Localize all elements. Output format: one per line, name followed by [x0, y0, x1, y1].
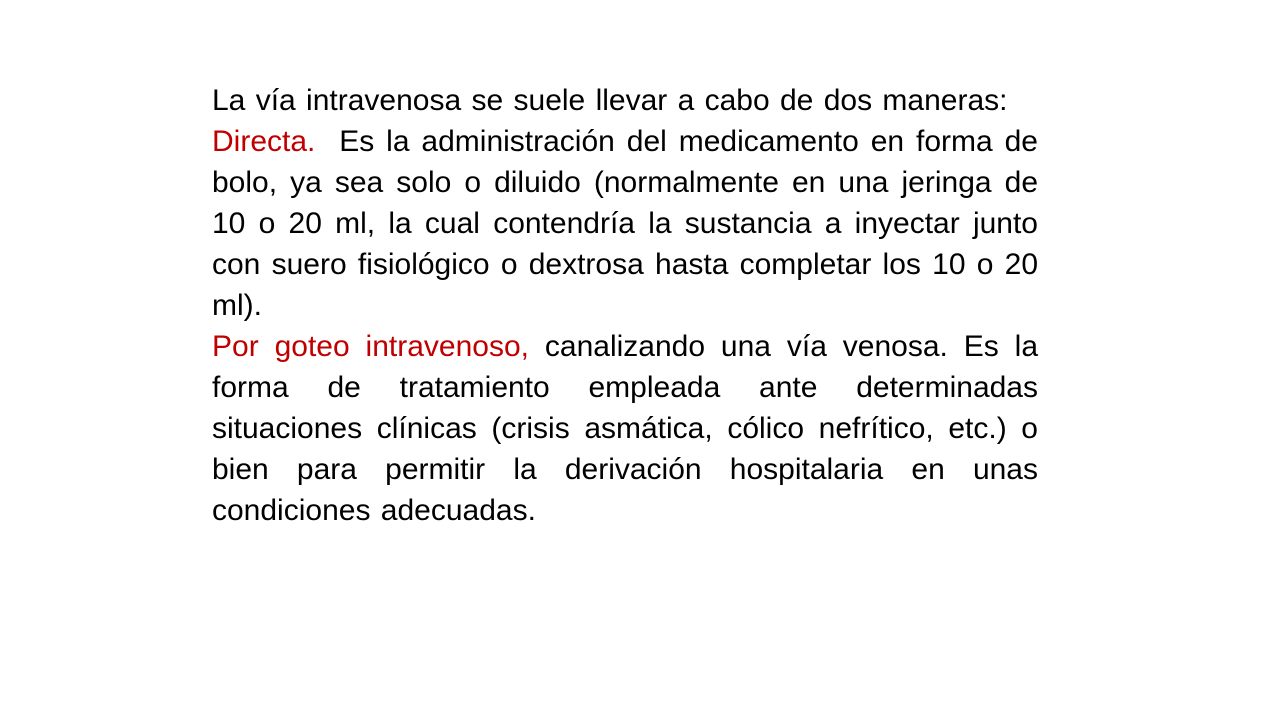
- goteo-term-punct: ,: [520, 330, 529, 363]
- directa-paragraph: [212, 121, 1038, 326]
- intro-text: La vía intravenosa se suele llevar a cabo de dos maneras:: [212, 84, 1008, 117]
- intro-paragraph: [212, 80, 1038, 121]
- directa-term-punct: .: [307, 125, 316, 158]
- goteo-term: Por goteo intravenoso: [212, 330, 521, 363]
- goteo-paragraph: [212, 326, 1038, 531]
- directa-term: Directa: [212, 125, 308, 158]
- goteo-description: canalizando una vía venosa. Es la forma de tratamiento empleada ante determinadas situaciones clínicas (crisis asmática, cólico nefrítico, etc.) o bien para permitir la derivación hospitalaria en unas condiciones adecuadas.: [212, 330, 1039, 527]
- slide-text-block: [212, 80, 1038, 531]
- directa-description: Es la administración del medicamento en forma de bolo, ya sea solo o diluido (normalmente en una jeringa de 10 o 20 ml, la cual contendría la sustancia a inyectar junto con suero fisiológico o dextrosa hasta completar los 10 o 20 ml).: [212, 125, 1038, 322]
